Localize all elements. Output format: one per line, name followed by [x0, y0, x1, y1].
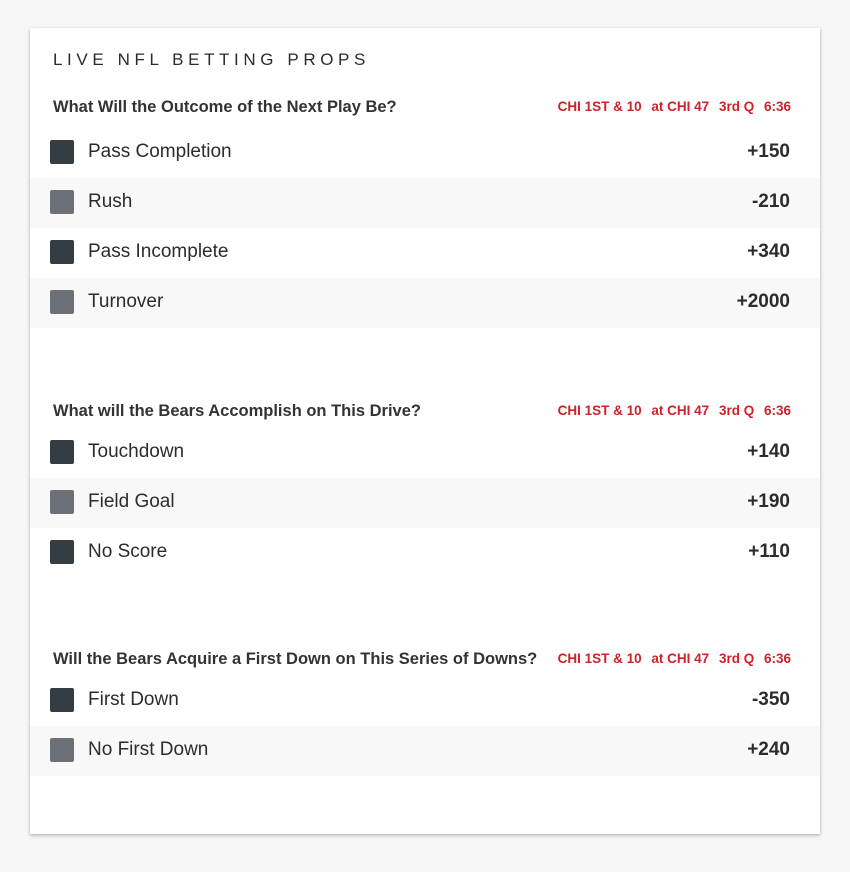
- option-odds[interactable]: +2000: [736, 291, 790, 312]
- option-label: No First Down: [88, 739, 209, 760]
- option-label: Touchdown: [88, 441, 185, 462]
- game-state-down: CHI 1ST & 10: [557, 99, 642, 114]
- option-label: No Score: [88, 541, 168, 562]
- option-label: Rush: [88, 191, 133, 212]
- game-state: [558, 651, 791, 666]
- option-checkbox[interactable]: [50, 490, 74, 514]
- option-row-rush[interactable]: [30, 178, 820, 228]
- market-next-play: [30, 94, 820, 328]
- option-checkbox[interactable]: [50, 688, 74, 712]
- props-card: [30, 28, 820, 834]
- option-checkbox[interactable]: [50, 540, 74, 564]
- game-state-clock: 6:36: [763, 99, 791, 114]
- game-state-field: at CHI 47: [651, 99, 710, 114]
- option-checkbox[interactable]: [50, 290, 74, 314]
- market-first-down: [30, 646, 820, 776]
- market-question: Will the Bears Acquire a First Down on This Series of Downs?: [53, 650, 538, 668]
- market-header: [30, 646, 820, 676]
- option-checkbox[interactable]: [50, 440, 74, 464]
- option-odds[interactable]: +240: [747, 739, 790, 760]
- market-question: What will the Bears Accomplish on This Drive?: [53, 402, 421, 420]
- option-row-touchdown[interactable]: [30, 428, 820, 478]
- market-question: What Will the Outcome of the Next Play Be?: [53, 98, 397, 116]
- market-drive-outcome: [30, 398, 820, 578]
- option-row-pass-incomplete[interactable]: [30, 228, 820, 278]
- game-state-quarter: 3rd Q: [718, 651, 755, 666]
- game-state-quarter: 3rd Q: [718, 403, 755, 418]
- page-title: LIVE NFL BETTING PROPS: [53, 50, 370, 69]
- game-state-clock: 6:36: [763, 403, 791, 418]
- option-odds[interactable]: +140: [747, 441, 790, 462]
- option-odds[interactable]: -350: [751, 689, 790, 710]
- option-label: Field Goal: [88, 491, 175, 512]
- option-label: Pass Incomplete: [88, 241, 229, 262]
- option-odds[interactable]: -210: [751, 191, 790, 212]
- option-checkbox[interactable]: [50, 738, 74, 762]
- game-state-clock: 6:36: [763, 651, 791, 666]
- game-state-quarter: 3rd Q: [718, 99, 755, 114]
- option-checkbox[interactable]: [50, 240, 74, 264]
- option-row-first-down[interactable]: [30, 676, 820, 726]
- option-label: Pass Completion: [88, 141, 232, 162]
- option-row-field-goal[interactable]: [30, 478, 820, 528]
- option-label: First Down: [88, 689, 179, 710]
- option-label: Turnover: [88, 291, 164, 312]
- option-checkbox[interactable]: [50, 140, 74, 164]
- option-row-no-score[interactable]: [30, 528, 820, 578]
- game-state-field: at CHI 47: [651, 403, 710, 418]
- option-odds[interactable]: +340: [747, 241, 790, 262]
- market-header: [30, 94, 820, 124]
- option-odds[interactable]: +150: [747, 141, 790, 162]
- option-row-turnover[interactable]: [30, 278, 820, 328]
- option-odds[interactable]: +110: [748, 541, 790, 562]
- game-state: [558, 99, 791, 114]
- option-checkbox[interactable]: [50, 190, 74, 214]
- market-header: [30, 398, 820, 428]
- option-row-no-first-down[interactable]: [30, 726, 820, 776]
- game-state-down: CHI 1ST & 10: [557, 651, 642, 666]
- game-state: [558, 403, 791, 418]
- game-state-down: CHI 1ST & 10: [557, 403, 642, 418]
- option-odds[interactable]: +190: [747, 491, 790, 512]
- option-row-pass-completion[interactable]: [30, 128, 820, 178]
- game-state-field: at CHI 47: [651, 651, 710, 666]
